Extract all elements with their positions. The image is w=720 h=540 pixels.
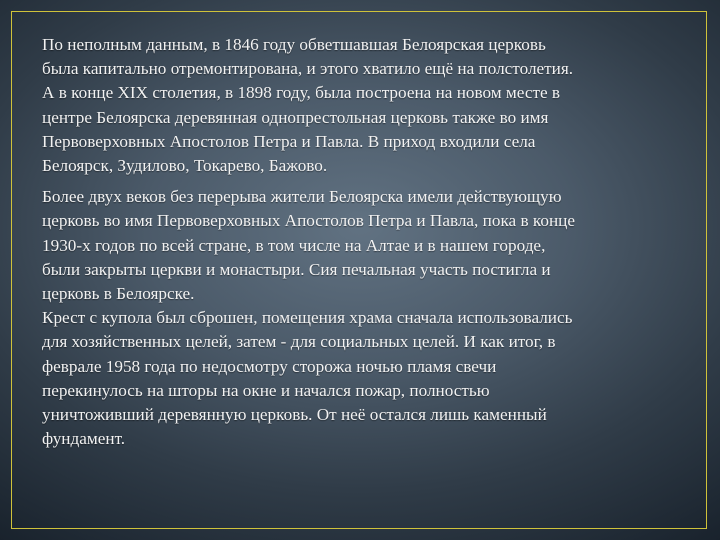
slide-text-body — [42, 33, 682, 451]
paragraph-history-1846-1898: По неполным данным, в 1846 году обветшавшая Белоярская церковь была капитально отремонтирована, и этого хватило ещё на полстолетия. А в конце XIX столетия, в 1898 году, была построена на новом месте в центре Белоярска деревянная однопрестольная церковь также во имя Первоверховных Апостолов Петра и Павла. В приход входили села Белоярск, Зудилово, Токарево, Бажово. — [42, 35, 574, 176]
paragraph-church-closure-fire: Более двух веков без перерыва жители Белоярска имели действующую церковь во имя Первоверховных Апостолов Петра и Павла, пока в конце 1930-х годов по всей стране, в том числе на Алтае и в нашем городе, были закрыты церкви и монастыри. Сия печальная участь постигла и церковь в Белоярске. Крест с купола был сброшен, помещения храма сначала использовались для хозяйственных целей, затем - для социальных целей. И как итог, в феврале 1958 года по недосмотру сторожа ночью пламя свечи перекинулось на шторы на окне и начался пожар, полностью уничтоживший деревянную церковь. От неё остался лишь каменный фундамент. — [42, 187, 575, 449]
